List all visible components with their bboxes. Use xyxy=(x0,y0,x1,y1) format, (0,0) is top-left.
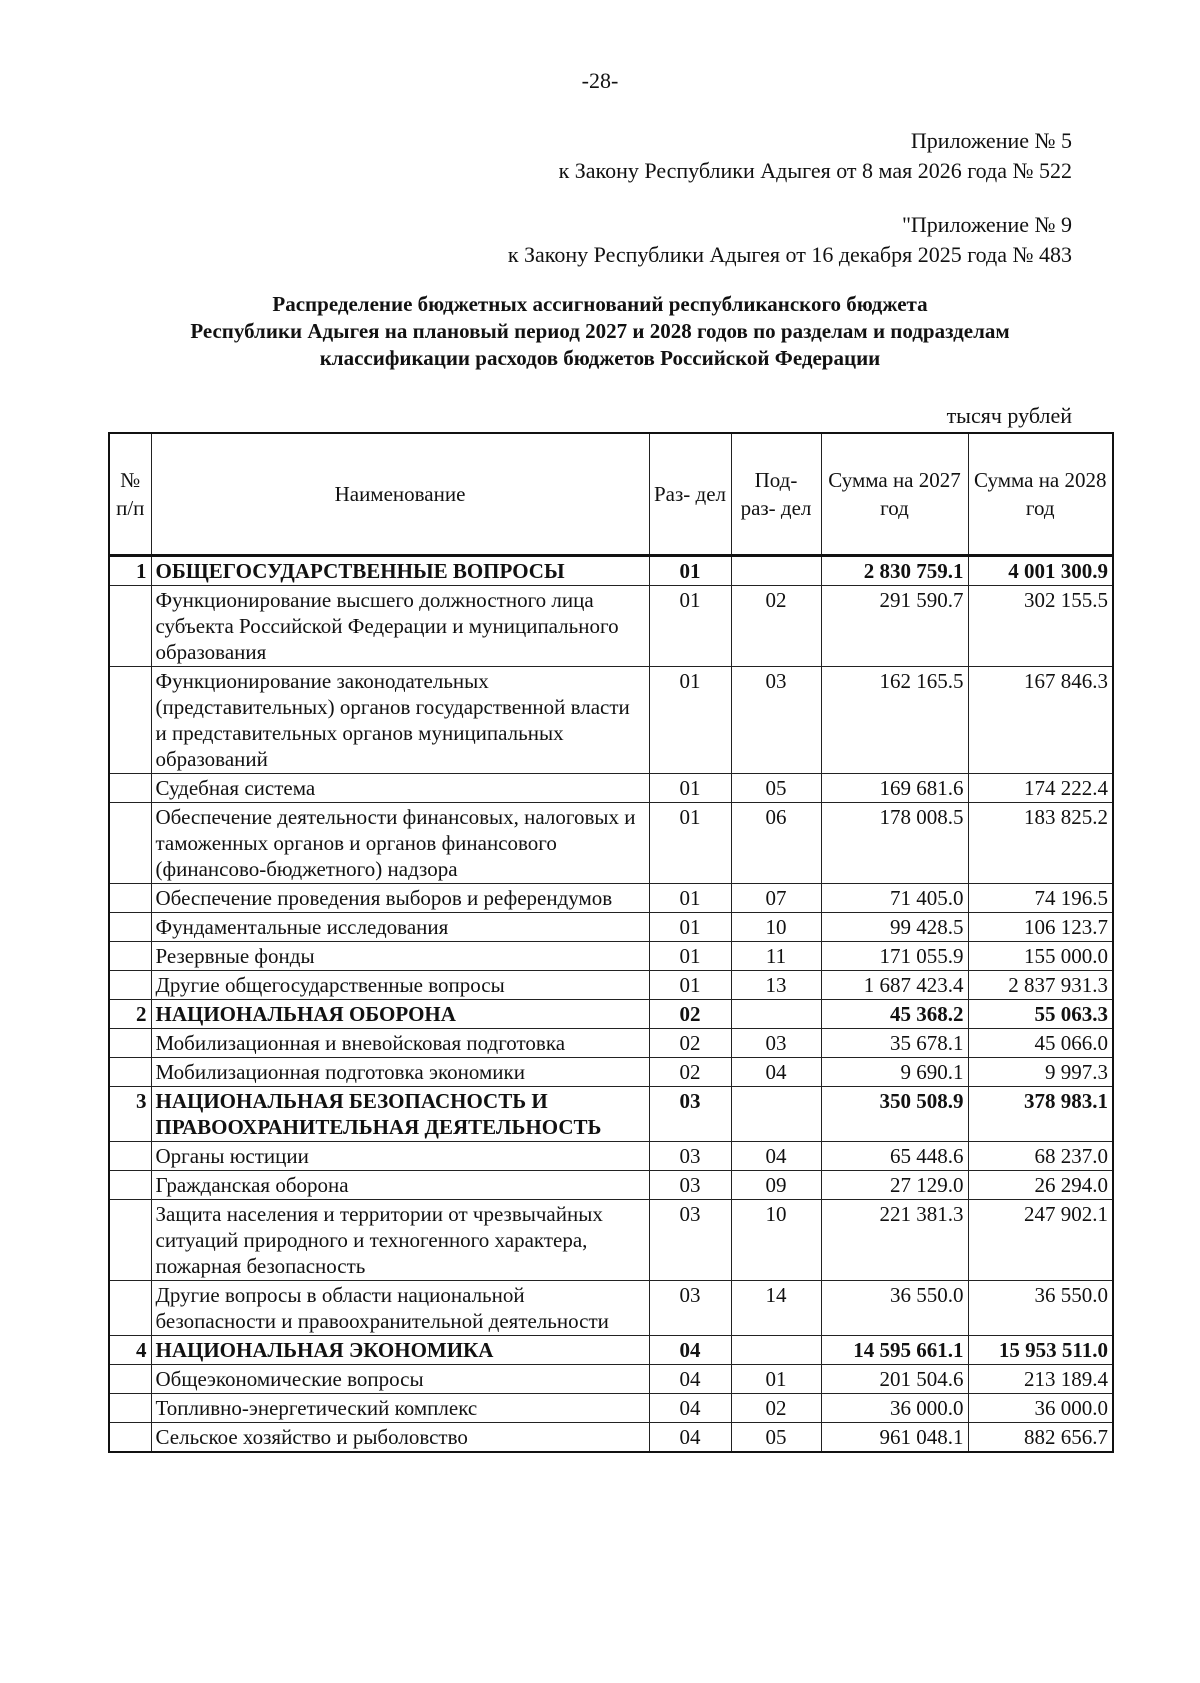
row-name-cell: Функционирование законодательных (представительных) органов государственной власти и представительных органов муниципальных образований xyxy=(151,667,649,774)
table-row xyxy=(109,586,1113,667)
row-name-cell: Функционирование высшего должностного лица субъекта Российской Федерации и муниципального образования xyxy=(151,586,649,667)
row-number-cell xyxy=(109,1142,151,1171)
row-subsection-cell: 01 xyxy=(731,1365,821,1394)
header-sum-2028: Сумма на 2028 год xyxy=(968,433,1113,556)
row-number-cell xyxy=(109,1029,151,1058)
row-section-cell: 04 xyxy=(649,1336,731,1365)
table-row xyxy=(109,1058,1113,1087)
row-number-cell xyxy=(109,913,151,942)
row-sum-2027-cell: 36 550.0 xyxy=(821,1281,968,1336)
row-section-cell: 04 xyxy=(649,1423,731,1453)
row-section-cell: 03 xyxy=(649,1171,731,1200)
row-subsection-cell: 02 xyxy=(731,1394,821,1423)
row-sum-2027-cell: 178 008.5 xyxy=(821,803,968,884)
row-name-cell: Обеспечение деятельности финансовых, налоговых и таможенных органов и органов финансового (финансово-бюджетного) надзора xyxy=(151,803,649,884)
row-sum-2028-cell: 378 983.1 xyxy=(968,1087,1113,1142)
title-line-1: Распределение бюджетных ассигнований республиканского бюджета xyxy=(272,292,928,316)
row-section-cell: 01 xyxy=(649,774,731,803)
row-name-cell: Другие вопросы в области национальной безопасности и правоохранительной деятельности xyxy=(151,1281,649,1336)
row-name-cell: Органы юстиции xyxy=(151,1142,649,1171)
row-sum-2028-cell: 167 846.3 xyxy=(968,667,1113,774)
row-sum-2028-cell: 45 066.0 xyxy=(968,1029,1113,1058)
row-section-cell: 03 xyxy=(649,1281,731,1336)
annex-line-2: к Закону Республики Адыгея от 8 мая 2026 года № 522 xyxy=(558,158,1072,183)
row-subsection-cell: 04 xyxy=(731,1142,821,1171)
table-row xyxy=(109,803,1113,884)
row-sum-2027-cell: 35 678.1 xyxy=(821,1029,968,1058)
row-number-cell xyxy=(109,884,151,913)
table-row xyxy=(109,1423,1113,1453)
budget-table xyxy=(108,432,1114,1453)
annex-reference xyxy=(559,126,1072,186)
table-row xyxy=(109,1142,1113,1171)
row-name-cell: НАЦИОНАЛЬНАЯ ОБОРОНА xyxy=(151,1000,649,1029)
annex-line-1: Приложение № 5 xyxy=(910,128,1072,153)
row-sum-2027-cell: 9 690.1 xyxy=(821,1058,968,1087)
row-name-cell: Сельское хозяйство и рыболовство xyxy=(151,1423,649,1453)
row-section-cell: 02 xyxy=(649,1029,731,1058)
row-name-cell: Резервные фонды xyxy=(151,942,649,971)
row-section-cell: 02 xyxy=(649,1058,731,1087)
row-sum-2028-cell: 36 000.0 xyxy=(968,1394,1113,1423)
row-subsection-cell xyxy=(731,1336,821,1365)
row-sum-2028-cell: 4 001 300.9 xyxy=(968,556,1113,586)
table-row xyxy=(109,1200,1113,1281)
table-row xyxy=(109,1365,1113,1394)
table-body xyxy=(109,556,1113,1453)
units-label: тысяч рублей xyxy=(946,403,1072,428)
table-row xyxy=(109,1029,1113,1058)
row-number-cell: 2 xyxy=(109,1000,151,1029)
row-sum-2028-cell: 155 000.0 xyxy=(968,942,1113,971)
title-line-3: классификации расходов бюджетов Российской Федерации xyxy=(319,346,881,370)
table-section-row xyxy=(109,1000,1113,1029)
row-sum-2027-cell: 350 508.9 xyxy=(821,1087,968,1142)
row-section-cell: 01 xyxy=(649,971,731,1000)
row-number-cell: 3 xyxy=(109,1087,151,1142)
row-number-cell xyxy=(109,1281,151,1336)
table-header-row xyxy=(109,433,1113,556)
row-number-cell xyxy=(109,586,151,667)
row-number-cell xyxy=(109,774,151,803)
row-name-cell: Фундаментальные исследования xyxy=(151,913,649,942)
table-row xyxy=(109,913,1113,942)
row-section-cell: 01 xyxy=(649,942,731,971)
row-sum-2027-cell: 171 055.9 xyxy=(821,942,968,971)
row-name-cell: Мобилизационная подготовка экономики xyxy=(151,1058,649,1087)
document-title xyxy=(100,291,1100,372)
row-subsection-cell: 07 xyxy=(731,884,821,913)
row-section-cell: 04 xyxy=(649,1365,731,1394)
title-line-2: Республики Адыгея на плановый период 2027 и 2028 годов по разделам и подразделам xyxy=(190,319,1010,343)
table-row xyxy=(109,884,1113,913)
row-subsection-cell: 06 xyxy=(731,803,821,884)
row-subsection-cell: 14 xyxy=(731,1281,821,1336)
row-sum-2028-cell: 68 237.0 xyxy=(968,1142,1113,1171)
row-number-cell xyxy=(109,803,151,884)
row-sum-2028-cell: 36 550.0 xyxy=(968,1281,1113,1336)
row-sum-2027-cell: 2 830 759.1 xyxy=(821,556,968,586)
row-sum-2027-cell: 65 448.6 xyxy=(821,1142,968,1171)
row-number-cell xyxy=(109,1200,151,1281)
row-subsection-cell xyxy=(731,1087,821,1142)
row-sum-2028-cell: 174 222.4 xyxy=(968,774,1113,803)
row-subsection-cell: 03 xyxy=(731,1029,821,1058)
row-sum-2027-cell: 45 368.2 xyxy=(821,1000,968,1029)
row-name-cell: ОБЩЕГОСУДАРСТВЕННЫЕ ВОПРОСЫ xyxy=(151,556,649,586)
row-sum-2027-cell: 201 504.6 xyxy=(821,1365,968,1394)
original-annex-reference xyxy=(508,210,1072,270)
row-sum-2027-cell: 169 681.6 xyxy=(821,774,968,803)
row-sum-2028-cell: 213 189.4 xyxy=(968,1365,1113,1394)
row-sum-2028-cell: 882 656.7 xyxy=(968,1423,1113,1453)
row-sum-2028-cell: 55 063.3 xyxy=(968,1000,1113,1029)
row-sum-2027-cell: 36 000.0 xyxy=(821,1394,968,1423)
row-subsection-cell: 10 xyxy=(731,1200,821,1281)
table-section-row xyxy=(109,1087,1113,1142)
row-subsection-cell: 05 xyxy=(731,1423,821,1453)
row-subsection-cell: 10 xyxy=(731,913,821,942)
row-name-cell: Общеэкономические вопросы xyxy=(151,1365,649,1394)
row-name-cell: Обеспечение проведения выборов и референдумов xyxy=(151,884,649,913)
row-name-cell: Судебная система xyxy=(151,774,649,803)
row-name-cell: Гражданская оборона xyxy=(151,1171,649,1200)
row-section-cell: 01 xyxy=(649,803,731,884)
row-sum-2027-cell: 1 687 423.4 xyxy=(821,971,968,1000)
row-number-cell: 4 xyxy=(109,1336,151,1365)
row-subsection-cell: 13 xyxy=(731,971,821,1000)
row-number-cell xyxy=(109,1394,151,1423)
row-name-cell: Топливно-энергетический комплекс xyxy=(151,1394,649,1423)
row-subsection-cell: 09 xyxy=(731,1171,821,1200)
row-name-cell: НАЦИОНАЛЬНАЯ БЕЗОПАСНОСТЬ И ПРАВООХРАНИТЕЛЬНАЯ ДЕЯТЕЛЬНОСТЬ xyxy=(151,1087,649,1142)
row-sum-2028-cell: 302 155.5 xyxy=(968,586,1113,667)
row-sum-2028-cell: 106 123.7 xyxy=(968,913,1113,942)
row-sum-2028-cell: 183 825.2 xyxy=(968,803,1113,884)
row-sum-2028-cell: 15 953 511.0 xyxy=(968,1336,1113,1365)
row-sum-2027-cell: 961 048.1 xyxy=(821,1423,968,1453)
row-section-cell: 01 xyxy=(649,586,731,667)
row-subsection-cell: 05 xyxy=(731,774,821,803)
row-sum-2027-cell: 71 405.0 xyxy=(821,884,968,913)
row-section-cell: 01 xyxy=(649,667,731,774)
row-subsection-cell: 02 xyxy=(731,586,821,667)
table-section-row xyxy=(109,556,1113,586)
table-row xyxy=(109,1281,1113,1336)
row-name-cell: Защита населения и территории от чрезвычайных ситуаций природного и техногенного характера, пожарная безопасность xyxy=(151,1200,649,1281)
row-sum-2028-cell: 247 902.1 xyxy=(968,1200,1113,1281)
row-subsection-cell: 03 xyxy=(731,667,821,774)
row-sum-2027-cell: 27 129.0 xyxy=(821,1171,968,1200)
row-number-cell xyxy=(109,1171,151,1200)
row-number-cell xyxy=(109,1423,151,1453)
row-section-cell: 01 xyxy=(649,556,731,586)
row-sum-2028-cell: 26 294.0 xyxy=(968,1171,1113,1200)
header-subsection: Под- раз- дел xyxy=(731,433,821,556)
row-sum-2027-cell: 14 595 661.1 xyxy=(821,1336,968,1365)
table-row xyxy=(109,774,1113,803)
row-section-cell: 03 xyxy=(649,1142,731,1171)
row-number-cell xyxy=(109,1058,151,1087)
row-number-cell xyxy=(109,1365,151,1394)
row-number-cell xyxy=(109,667,151,774)
row-section-cell: 03 xyxy=(649,1200,731,1281)
row-sum-2027-cell: 99 428.5 xyxy=(821,913,968,942)
table-row xyxy=(109,1171,1113,1200)
header-section: Раз- дел xyxy=(649,433,731,556)
row-subsection-cell: 04 xyxy=(731,1058,821,1087)
header-name: Наименование xyxy=(151,433,649,556)
table-row xyxy=(109,971,1113,1000)
table-row xyxy=(109,1394,1113,1423)
row-name-cell: Мобилизационная и вневойсковая подготовка xyxy=(151,1029,649,1058)
row-section-cell: 01 xyxy=(649,913,731,942)
row-name-cell: Другие общегосударственные вопросы xyxy=(151,971,649,1000)
annex-line-3: "Приложение № 9 xyxy=(901,212,1072,237)
row-section-cell: 04 xyxy=(649,1394,731,1423)
row-subsection-cell xyxy=(731,556,821,586)
row-section-cell: 03 xyxy=(649,1087,731,1142)
row-name-cell: НАЦИОНАЛЬНАЯ ЭКОНОМИКА xyxy=(151,1336,649,1365)
row-sum-2028-cell: 74 196.5 xyxy=(968,884,1113,913)
row-sum-2028-cell: 2 837 931.3 xyxy=(968,971,1113,1000)
row-sum-2027-cell: 221 381.3 xyxy=(821,1200,968,1281)
row-subsection-cell xyxy=(731,1000,821,1029)
row-subsection-cell: 11 xyxy=(731,942,821,971)
header-sum-2027: Сумма на 2027 год xyxy=(821,433,968,556)
row-sum-2028-cell: 9 997.3 xyxy=(968,1058,1113,1087)
row-number-cell: 1 xyxy=(109,556,151,586)
annex-line-4: к Закону Республики Адыгея от 16 декабря 2025 года № 483 xyxy=(507,242,1072,267)
row-number-cell xyxy=(109,942,151,971)
page-number: -28- xyxy=(581,68,619,93)
header-num: № п/п xyxy=(109,433,151,556)
table-row xyxy=(109,942,1113,971)
table-section-row xyxy=(109,1336,1113,1365)
table-row xyxy=(109,667,1113,774)
row-number-cell xyxy=(109,971,151,1000)
row-sum-2027-cell: 291 590.7 xyxy=(821,586,968,667)
row-section-cell: 02 xyxy=(649,1000,731,1029)
row-section-cell: 01 xyxy=(649,884,731,913)
row-sum-2027-cell: 162 165.5 xyxy=(821,667,968,774)
